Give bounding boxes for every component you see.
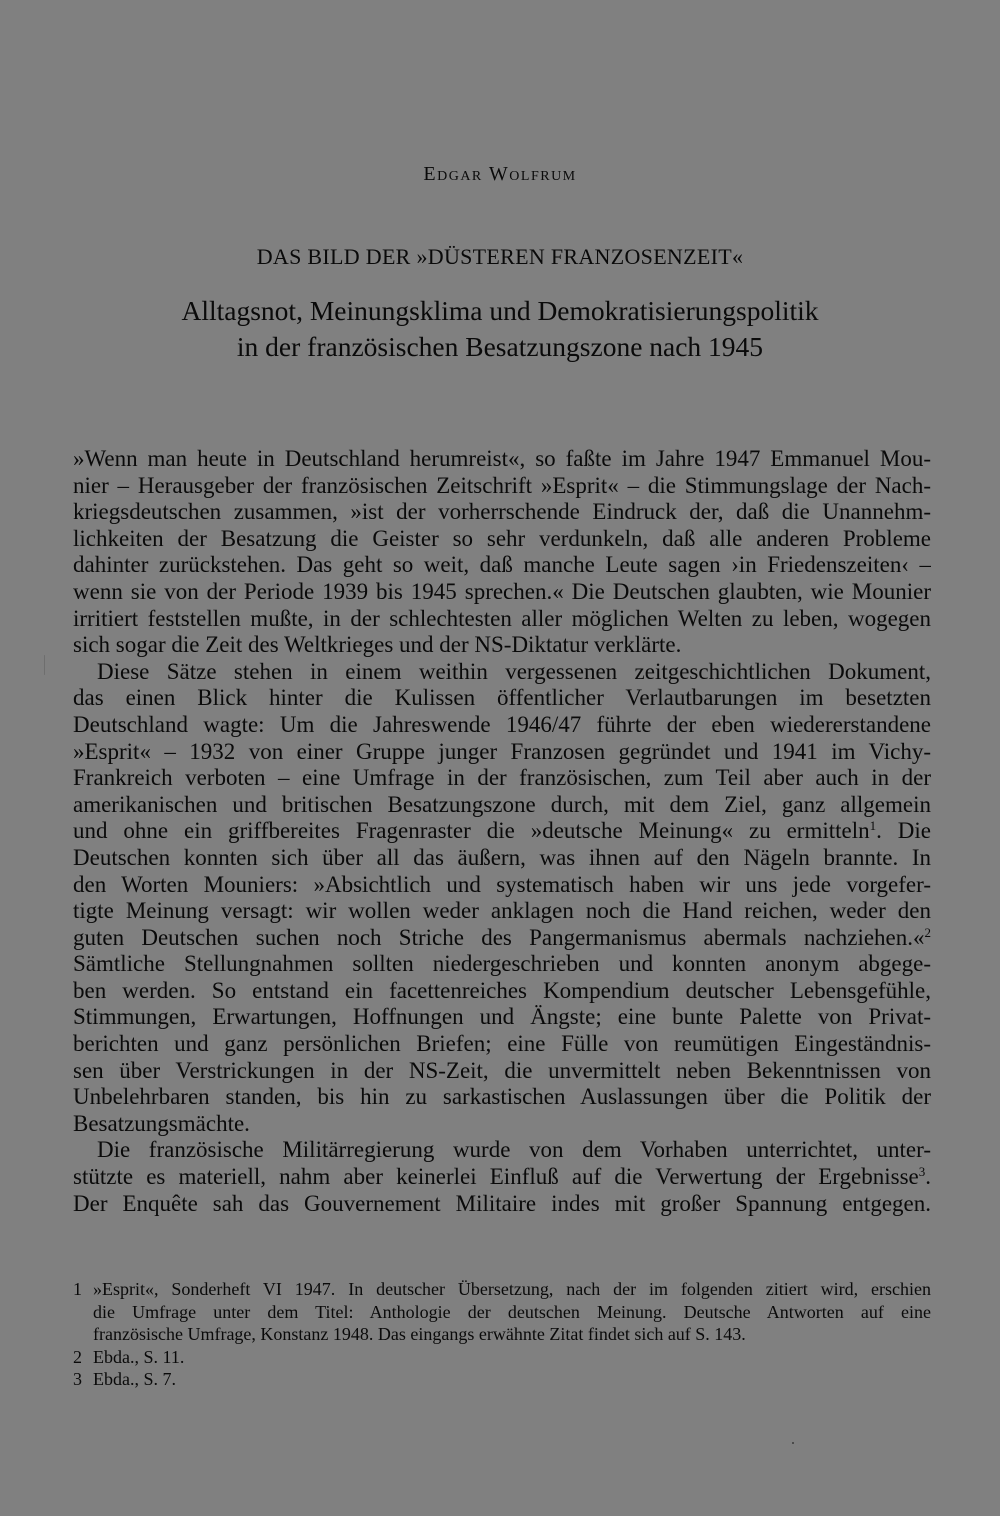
body-line: Deutschland wagte: Um die Jahreswende 1946/47 führte der eben wiedererstandene [73,711,931,737]
body-line: Die französische Militärregierung wurde von dem Vorhaben unterrichtet, unter- [97,1137,931,1163]
article-title: DAS BILD DER »DÜSTEREN FRANZOSENZEIT« [256,244,744,269]
subtitle-line: in der französischen Besatzungszone nach 1945 [236,331,764,362]
body-line: Besatzungsmächte. [73,1110,250,1136]
scan-mark [44,655,45,675]
footnote-number: 3 [73,1369,82,1389]
footnote-line: Ebda., S. 7. [93,1369,176,1389]
body-line-text: stützte es materiell, nahm aber keinerlei Einfluß auf die Verwertung der Ergebnisse [73,1164,919,1190]
body-line: Sämtliche Stellungnahmen sollten niedergeschrieben und konnten anonym abgege- [73,951,931,977]
body-line-tail: . Die [876,818,931,844]
scan-speck [792,1442,794,1444]
body-line: tigte Meinung versagt: wir wollen weder anklagen noch die Hand reichen, weder den [73,898,931,924]
body-line: ben werden. So entstand ein facettenreiches Kompendium deutscher Lebensgefühle, [73,977,931,1003]
subtitle-line: Alltagsnot, Meinungsklima und Demokratisierungspolitik [181,295,819,326]
body-line: Frankreich verboten – eine Umfrage in der französischen, zum Teil aber auch in der [73,765,931,791]
footnote-line: »Esprit«, Sonderheft VI 1947. In deutscher Übersetzung, nach der im folgenden zitiert wird, erschien [93,1279,931,1299]
body-line: sich sogar die Zeit des Weltkrieges und der NS-Diktatur verklärte. [73,632,682,658]
footnote-number: 2 [73,1346,82,1367]
body-line: das einen Blick hinter die Kulissen öffentlicher Verlautbarungen im besetzten [73,685,931,711]
body-line: berichten und ganz persönlichen Briefen; eine Fülle von reumütigen Eingeständnis- [73,1031,931,1057]
footnote-1 [73,1278,931,1346]
body-line: Deutschen konnten sich über all das äußern, was ihnen auf den Nägeln brannte. In [73,844,931,870]
footnote-ref-1: 1 [869,818,877,834]
footnote-line: französische Umfrage, Konstanz 1948. Das eingangs erwähnte Zitat findet sich auf S. 143. [93,1324,746,1344]
body-line-with-ref [73,1164,931,1191]
body-line-text: guten Deutschen suchen noch Striche des Pangermanismus abermals nachziehen.« [73,924,925,950]
body-line: Stimmungen, Erwartungen, Hoffnungen und Ängste; eine bunte Palette von Privat- [73,1004,931,1030]
footnote-ref-3: 3 [918,1164,926,1180]
body-line: den Worten Mouniers: »Absichtlich und systematisch haben wir uns jede vorgefer- [73,871,931,897]
footnote-2 [73,1346,931,1369]
footnote-3 [73,1368,931,1391]
footnote-line: die Umfrage unter dem Titel: Anthologie der deutschen Meinung. Deutsche Antworten auf eine [93,1301,931,1322]
body-line: Der Enquête sah das Gouvernement Militaire indes mit großer Spannung entgegen. [73,1190,931,1216]
footnote-ref-2: 2 [924,924,931,940]
footnote-number: 1 [73,1279,82,1299]
body-line: »Esprit« – 1932 von einer Gruppe junger Franzosen gegründet und 1941 im Vichy- [73,738,931,764]
body-text [73,446,931,1217]
footnotes [73,1278,931,1391]
body-line-tail: . [925,1164,931,1190]
body-line: kriegsdeutschen zusammen, »ist der vorherrschende Eindruck der, daß die Unannehm- [73,499,931,525]
body-line-with-ref [73,818,931,845]
body-line: amerikanischen und britischen Besatzungszone durch, mit dem Ziel, ganz allgemein [73,791,931,817]
body-line: wenn sie von der Periode 1939 bis 1945 sprechen.« Die Deutschen glaubten, wie Mounier [73,578,931,604]
body-line: nier – Herausgeber der französischen Zeitschrift »Esprit« – die Stimmungslage der Nach- [73,472,931,498]
body-line: lichkeiten der Besatzung die Geister so sehr verdunkeln, daß alle anderen Probleme [73,525,931,551]
body-line: Unbelehrbaren standen, bis hin zu sarkastischen Auslassungen über die Politik der [73,1084,931,1110]
author-name: Edgar Wolfrum [423,163,577,185]
body-line: »Wenn man heute in Deutschland herumreist«, so faßte im Jahre 1947 Emmanuel Mou- [73,446,931,471]
body-line: dahinter zurückstehen. Das geht so weit, daß manche Leute sagen ›in Friedenszeiten‹ – [73,552,931,578]
body-line-text: und ohne ein griffbereites Fragenraster die »deutsche Meinung« zu ermitteln [73,818,870,844]
body-line-with-ref [73,925,931,952]
body-line: irritiert feststellen mußte, in der schlechtesten aller möglichen Welten zu leben, wogegen [73,605,931,631]
article-subtitle [100,293,900,365]
body-line: Diese Sätze stehen in einem weithin vergessenen zeitgeschichtlichen Dokument, [97,658,931,684]
footnote-line: Ebda., S. 11. [93,1346,185,1367]
body-line: sen über Verstrickungen in der NS-Zeit, die unvermittelt neben Bekenntnissen von [73,1057,931,1083]
